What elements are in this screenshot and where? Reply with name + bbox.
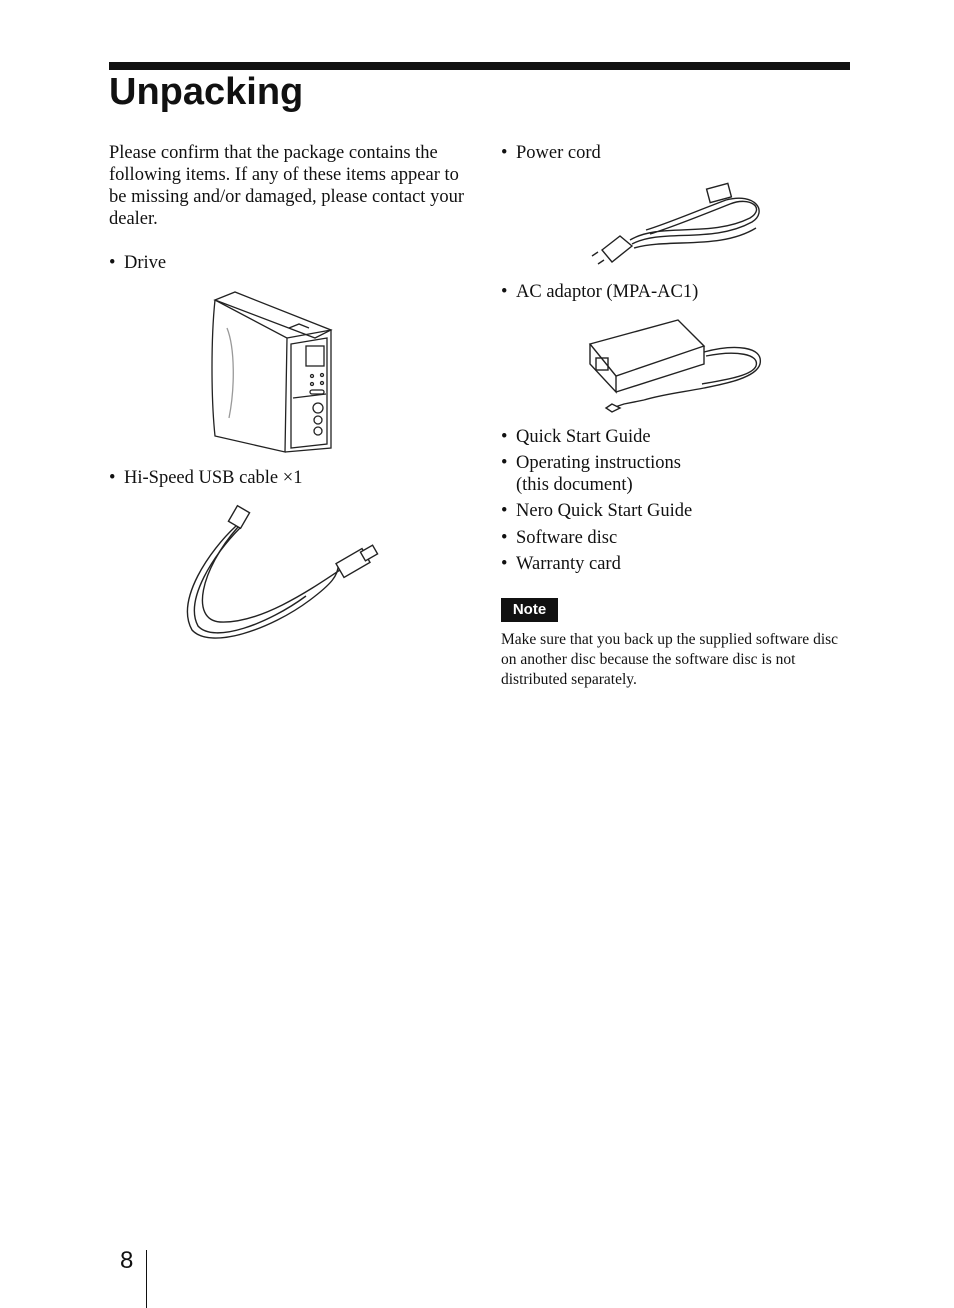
item-label-continued: (this document) [516,475,633,495]
ac-adaptor-illustration [584,316,766,418]
item-label: Quick Start Guide [516,427,651,447]
list-item-warranty-card [501,553,621,575]
bullet: • [501,453,508,473]
list-item-quick-start-guide [501,426,651,448]
note-text: Make sure that you back up the supplied software disc on another disc because the software disc is not distributed separately. [501,631,839,688]
list-item-ac-adaptor [501,281,698,303]
power-cord-illustration [590,178,762,270]
list-item-usb-cable [109,467,302,489]
bullet: • [501,501,508,521]
item-label: AC adaptor (MPA-AC1) [516,282,699,302]
note-badge: Note [501,598,558,622]
item-label: Software disc [516,528,618,548]
item-label: Warranty card [516,554,621,574]
bullet: • [109,253,116,273]
page-title: Unpacking [109,71,304,113]
list-item-power-cord [501,142,601,164]
bullet: • [501,528,508,548]
bullet: • [501,554,508,574]
page-number-divider [146,1250,147,1308]
drive-illustration [205,288,335,456]
item-label: Power cord [516,143,601,163]
item-label: Hi-Speed USB cable ×1 [124,468,303,488]
item-label: Operating instructions [516,453,681,473]
bullet: • [501,282,508,302]
list-item-drive [109,252,166,274]
item-label: Nero Quick Start Guide [516,501,693,521]
intro-paragraph: Please confirm that the package contains the following items. If any of these items appear to be missing and/or damaged, please contact your dealer. [109,143,464,229]
bullet: • [109,468,116,488]
bullet: • [501,143,508,163]
list-item-nero-guide [501,500,692,522]
list-item-operating-instructions [501,452,681,496]
bullet: • [501,427,508,447]
list-item-software-disc [501,527,617,549]
item-label: Drive [124,253,167,273]
usb-cable-illustration [180,500,390,645]
page-number: 8 [120,1247,134,1274]
